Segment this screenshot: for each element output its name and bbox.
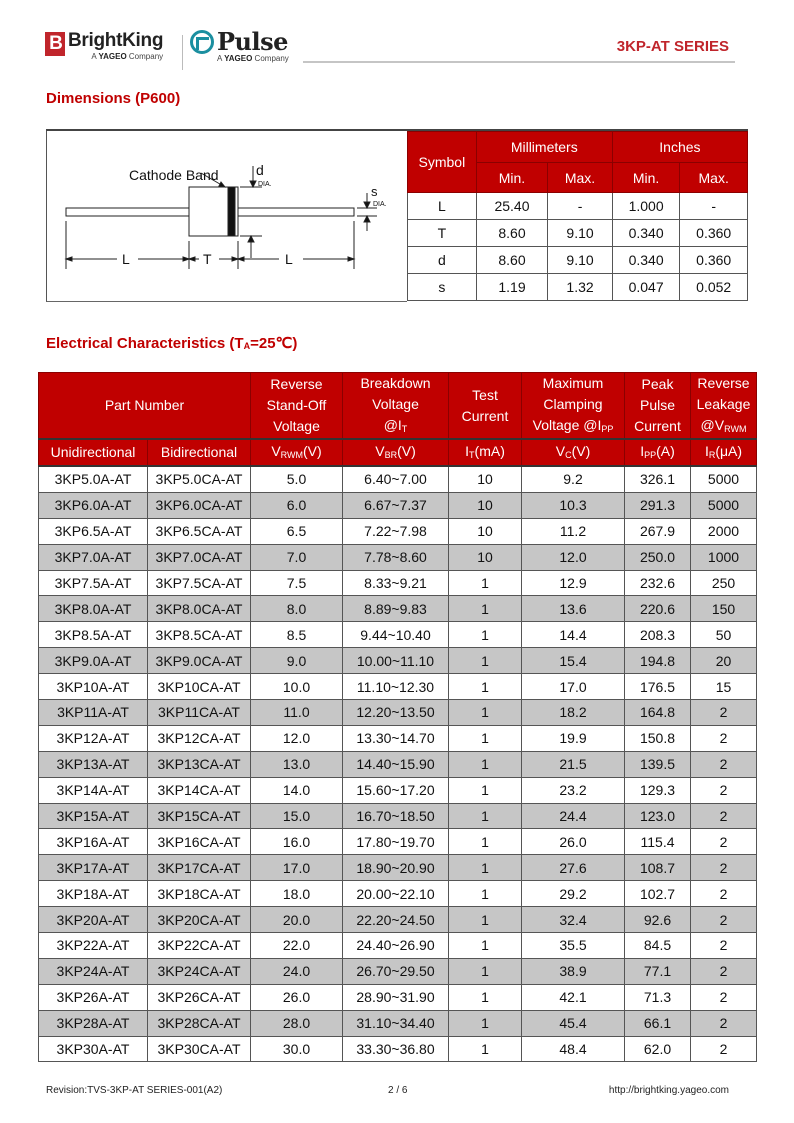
- cell-vrwm: 28.0: [251, 1010, 343, 1036]
- dim-cell-symbol: T: [408, 220, 477, 247]
- cell-bidirectional: 3KP9.0CA-AT: [148, 648, 251, 674]
- dim-cell-in-min: 1.000: [612, 193, 680, 220]
- cell-unidirectional: 3KP8.5A-AT: [39, 622, 148, 648]
- series-title: 3KP-AT SERIES: [616, 38, 729, 55]
- table-row: [39, 907, 757, 933]
- cell-ir: 150: [691, 596, 757, 622]
- cell-vbr: 13.30~14.70: [343, 725, 449, 751]
- cell-vrwm: 6.0: [251, 492, 343, 518]
- cell-bidirectional: 3KP16CA-AT: [148, 829, 251, 855]
- cell-unidirectional: 3KP5.0A-AT: [39, 466, 148, 492]
- vrwm-unit: $V_{RWM}(V)$: [251, 439, 343, 466]
- dim-cell-in-max: 0.360: [680, 247, 748, 274]
- cell-it: 10: [449, 518, 522, 544]
- cell-bidirectional: 3KP7.5CA-AT: [148, 570, 251, 596]
- cell-bidirectional: 3KP7.0CA-AT: [148, 544, 251, 570]
- cell-vbr: 7.22~7.98: [343, 518, 449, 544]
- d-label: d: [256, 162, 264, 178]
- pulse-name: Pulse: [217, 27, 288, 56]
- cell-unidirectional: 3KP8.0A-AT: [39, 596, 148, 622]
- cell-vc: 35.5: [522, 933, 625, 959]
- cell-vc: 11.2: [522, 518, 625, 544]
- cell-ir: 2: [691, 829, 757, 855]
- cell-ipp: 129.3: [625, 777, 691, 803]
- cell-vrwm: 12.0: [251, 725, 343, 751]
- cell-bidirectional: 3KP5.0CA-AT: [148, 466, 251, 492]
- table-row: [39, 1036, 757, 1062]
- cell-ipp: 115.4: [625, 829, 691, 855]
- pulse-tagline: A YAGEO Company: [217, 54, 289, 63]
- dimension-row: [408, 247, 748, 274]
- vc-unit: $V_C(V)$: [522, 439, 625, 466]
- cell-ipp: 267.9: [625, 518, 691, 544]
- cell-vc: 18.2: [522, 700, 625, 726]
- cell-bidirectional: 3KP22CA-AT: [148, 933, 251, 959]
- table-row: [39, 725, 757, 751]
- cell-ir: 2: [691, 1010, 757, 1036]
- electrical-title: Electrical Characteristics $(T_A=25℃)$: [46, 335, 298, 352]
- cell-ir: 50: [691, 622, 757, 648]
- dim-cell-mm-max: 1.32: [548, 274, 613, 301]
- it-header: Test Current: [449, 373, 522, 440]
- dim-cell-in-max: 0.360: [680, 220, 748, 247]
- cell-vbr: 10.00~11.10: [343, 648, 449, 674]
- cell-vbr: 17.80~19.70: [343, 829, 449, 855]
- cell-ipp: 176.5: [625, 674, 691, 700]
- cell-vrwm: 11.0: [251, 700, 343, 726]
- cell-ipp: 71.3: [625, 984, 691, 1010]
- cell-ir: 2: [691, 725, 757, 751]
- cell-vbr: 28.90~31.90: [343, 984, 449, 1010]
- page-header: [0, 0, 794, 70]
- cell-vc: 27.6: [522, 855, 625, 881]
- cell-it: 1: [449, 984, 522, 1010]
- cell-vrwm: 20.0: [251, 907, 343, 933]
- cell-unidirectional: 3KP7.5A-AT: [39, 570, 148, 596]
- cathode-band-label: Cathode Band: [129, 167, 219, 183]
- ir-header: Reverse Leakage $@V_{RWM}$: [691, 373, 757, 440]
- cell-ipp: 102.7: [625, 881, 691, 907]
- cell-vc: 17.0: [522, 674, 625, 700]
- in-min-header: Min.: [612, 163, 680, 193]
- dimension-row: [408, 274, 748, 301]
- cell-vc: 45.4: [522, 1010, 625, 1036]
- cell-ir: 2: [691, 751, 757, 777]
- cell-ipp: 220.6: [625, 596, 691, 622]
- table-row: [39, 751, 757, 777]
- cell-vrwm: 14.0: [251, 777, 343, 803]
- cell-it: 1: [449, 958, 522, 984]
- cell-ir: 2: [691, 933, 757, 959]
- cell-unidirectional: 3KP26A-AT: [39, 984, 148, 1010]
- cell-it: 1: [449, 622, 522, 648]
- cell-vbr: 16.70~18.50: [343, 803, 449, 829]
- pulse-logo-icon: [190, 30, 214, 54]
- table-row: [39, 933, 757, 959]
- cell-it: 1: [449, 700, 522, 726]
- cell-ir: 2: [691, 700, 757, 726]
- cell-vrwm: 5.0: [251, 466, 343, 492]
- unidirectional-header: Unidirectional: [39, 439, 148, 466]
- cell-bidirectional: 3KP15CA-AT: [148, 803, 251, 829]
- cell-ipp: 92.6: [625, 907, 691, 933]
- cell-vrwm: 9.0: [251, 648, 343, 674]
- cell-vbr: 7.78~8.60: [343, 544, 449, 570]
- cell-unidirectional: 3KP12A-AT: [39, 725, 148, 751]
- cell-vbr: 12.20~13.50: [343, 700, 449, 726]
- cell-bidirectional: 3KP8.5CA-AT: [148, 622, 251, 648]
- cell-vc: 32.4: [522, 907, 625, 933]
- cell-unidirectional: 3KP16A-AT: [39, 829, 148, 855]
- diode-outline-diagram: [47, 131, 408, 302]
- cell-it: 1: [449, 881, 522, 907]
- cell-vc: 29.2: [522, 881, 625, 907]
- dim-cell-mm-max: 9.10: [548, 220, 613, 247]
- cell-vrwm: 30.0: [251, 1036, 343, 1062]
- cell-vc: 48.4: [522, 1036, 625, 1062]
- cell-vc: 14.4: [522, 622, 625, 648]
- dim-cell-mm-max: 9.10: [548, 247, 613, 274]
- dimensions-title: Dimensions (P600): [46, 90, 181, 107]
- cell-vrwm: 7.5: [251, 570, 343, 596]
- T-label: T: [203, 251, 212, 267]
- cell-vbr: 22.20~24.50: [343, 907, 449, 933]
- vc-header: Maximum Clamping Voltage $@I_{PP}$: [522, 373, 625, 440]
- cell-unidirectional: 3KP17A-AT: [39, 855, 148, 881]
- table-row: [39, 829, 757, 855]
- package-drawing: [46, 131, 407, 302]
- dimensions-section: [46, 129, 748, 302]
- logo-divider: [182, 35, 183, 70]
- vbr-unit: $V_{BR}(V)$: [343, 439, 449, 466]
- cell-unidirectional: 3KP9.0A-AT: [39, 648, 148, 674]
- table-row: [39, 1010, 757, 1036]
- cell-it: 1: [449, 596, 522, 622]
- cell-unidirectional: 3KP18A-AT: [39, 881, 148, 907]
- cell-ipp: 84.5: [625, 933, 691, 959]
- cell-ipp: 150.8: [625, 725, 691, 751]
- dim-cell-in-max: -: [680, 193, 748, 220]
- dimension-row: [408, 220, 748, 247]
- cell-it: 1: [449, 674, 522, 700]
- cell-vrwm: 24.0: [251, 958, 343, 984]
- vbr-header: Breakdown Voltage $@I_T$: [343, 373, 449, 440]
- cell-vrwm: 10.0: [251, 674, 343, 700]
- cell-it: 1: [449, 803, 522, 829]
- brightking-logo: [45, 32, 163, 61]
- table-row: [39, 648, 757, 674]
- cell-vbr: 26.70~29.50: [343, 958, 449, 984]
- cell-vrwm: 8.0: [251, 596, 343, 622]
- brightking-name: BrightKing: [68, 30, 164, 51]
- cell-ipp: 77.1: [625, 958, 691, 984]
- table-row: [39, 596, 757, 622]
- cell-ir: 2: [691, 1036, 757, 1062]
- cell-ir: 2: [691, 958, 757, 984]
- table-row: [39, 674, 757, 700]
- cell-vbr: 24.40~26.90: [343, 933, 449, 959]
- cell-it: 10: [449, 492, 522, 518]
- table-row: [39, 700, 757, 726]
- cell-unidirectional: 3KP13A-AT: [39, 751, 148, 777]
- cell-vc: 12.9: [522, 570, 625, 596]
- cell-ipp: 291.3: [625, 492, 691, 518]
- cell-it: 1: [449, 570, 522, 596]
- cell-ipp: 208.3: [625, 622, 691, 648]
- cell-ipp: 139.5: [625, 751, 691, 777]
- cell-vc: 42.1: [522, 984, 625, 1010]
- cell-unidirectional: 3KP6.0A-AT: [39, 492, 148, 518]
- pulse-logo: [190, 27, 289, 63]
- cell-ir: 2: [691, 907, 757, 933]
- cell-vbr: 6.67~7.37: [343, 492, 449, 518]
- cell-vbr: 20.00~22.10: [343, 881, 449, 907]
- in-max-header: Max.: [680, 163, 748, 193]
- L-right-label: L: [285, 251, 293, 267]
- dim-cell-symbol: d: [408, 247, 477, 274]
- cell-ir: 2: [691, 984, 757, 1010]
- cell-vbr: 11.10~12.30: [343, 674, 449, 700]
- cell-ipp: 108.7: [625, 855, 691, 881]
- cell-it: 10: [449, 544, 522, 570]
- inches-header: Inches: [612, 132, 747, 163]
- bidirectional-header: Bidirectional: [148, 439, 251, 466]
- cell-ipp: 232.6: [625, 570, 691, 596]
- vrwm-header: Reverse Stand-Off Voltage: [251, 373, 343, 440]
- cell-vrwm: 15.0: [251, 803, 343, 829]
- table-row: [39, 958, 757, 984]
- dim-cell-symbol: L: [408, 193, 477, 220]
- cell-bidirectional: 3KP11CA-AT: [148, 700, 251, 726]
- cell-bidirectional: 3KP6.5CA-AT: [148, 518, 251, 544]
- cell-vc: 13.6: [522, 596, 625, 622]
- cell-vrwm: 8.5: [251, 622, 343, 648]
- cell-vbr: 8.33~9.21: [343, 570, 449, 596]
- cell-unidirectional: 3KP11A-AT: [39, 700, 148, 726]
- mm-max-header: Max.: [548, 163, 613, 193]
- cell-it: 1: [449, 777, 522, 803]
- d-dia-label: DIA.: [258, 181, 272, 188]
- cell-vrwm: 17.0: [251, 855, 343, 881]
- cell-vbr: 8.89~9.83: [343, 596, 449, 622]
- L-left-label: L: [122, 251, 130, 267]
- cell-unidirectional: 3KP7.0A-AT: [39, 544, 148, 570]
- cell-vrwm: 18.0: [251, 881, 343, 907]
- symbol-header: Symbol: [408, 132, 477, 193]
- cell-ir: 5000: [691, 466, 757, 492]
- cell-bidirectional: 3KP6.0CA-AT: [148, 492, 251, 518]
- it-unit: $I_T(mA)$: [449, 439, 522, 466]
- table-row: [39, 544, 757, 570]
- dim-cell-mm-min: 8.60: [476, 220, 548, 247]
- cell-ipp: 326.1: [625, 466, 691, 492]
- cell-it: 1: [449, 725, 522, 751]
- cell-ipp: 123.0: [625, 803, 691, 829]
- cell-bidirectional: 3KP28CA-AT: [148, 1010, 251, 1036]
- cell-ipp: 164.8: [625, 700, 691, 726]
- page-number: 2 / 6: [388, 1085, 408, 1096]
- cell-ir: 2: [691, 777, 757, 803]
- mm-min-header: Min.: [476, 163, 548, 193]
- cell-bidirectional: 3KP26CA-AT: [148, 984, 251, 1010]
- cell-vc: 19.9: [522, 725, 625, 751]
- dim-cell-mm-max: -: [548, 193, 613, 220]
- cell-vbr: 31.10~34.40: [343, 1010, 449, 1036]
- cell-it: 1: [449, 648, 522, 674]
- electrical-characteristics-table: [38, 372, 757, 1062]
- cell-bidirectional: 3KP30CA-AT: [148, 1036, 251, 1062]
- cell-vc: 21.5: [522, 751, 625, 777]
- cell-ipp: 250.0: [625, 544, 691, 570]
- cell-vbr: 33.30~36.80: [343, 1036, 449, 1062]
- brightking-tagline: A YAGEO Company: [91, 52, 164, 61]
- cell-vc: 26.0: [522, 829, 625, 855]
- cell-vrwm: 6.5: [251, 518, 343, 544]
- cell-ipp: 62.0: [625, 1036, 691, 1062]
- table-row: [39, 570, 757, 596]
- cell-ir: 2000: [691, 518, 757, 544]
- cell-bidirectional: 3KP13CA-AT: [148, 751, 251, 777]
- cell-vc: 10.3: [522, 492, 625, 518]
- dimensions-table: [407, 131, 748, 301]
- cell-ir: 15: [691, 674, 757, 700]
- cell-vc: 24.4: [522, 803, 625, 829]
- dim-cell-symbol: s: [408, 274, 477, 301]
- s-dia-label: DIA.: [373, 201, 387, 208]
- brightking-logo-icon: B: [45, 32, 65, 56]
- table-row: [39, 881, 757, 907]
- ir-unit: $I_R(\mu A)$: [691, 439, 757, 466]
- cell-ipp: 194.8: [625, 648, 691, 674]
- dim-cell-in-max: 0.052: [680, 274, 748, 301]
- website-link[interactable]: http://brightking.yageo.com: [608, 1085, 729, 1096]
- cell-it: 1: [449, 1036, 522, 1062]
- cell-ir: 2: [691, 881, 757, 907]
- cell-it: 1: [449, 933, 522, 959]
- cell-it: 1: [449, 829, 522, 855]
- dim-cell-mm-min: 25.40: [476, 193, 548, 220]
- cell-vbr: 18.90~20.90: [343, 855, 449, 881]
- cell-ir: 250: [691, 570, 757, 596]
- dim-cell-in-min: 0.340: [612, 220, 680, 247]
- cell-it: 1: [449, 751, 522, 777]
- dim-cell-mm-min: 1.19: [476, 274, 548, 301]
- cell-vc: 12.0: [522, 544, 625, 570]
- cell-ir: 20: [691, 648, 757, 674]
- cell-it: 10: [449, 466, 522, 492]
- dim-cell-mm-min: 8.60: [476, 247, 548, 274]
- cell-vbr: 6.40~7.00: [343, 466, 449, 492]
- dimension-row: [408, 193, 748, 220]
- cell-vrwm: 13.0: [251, 751, 343, 777]
- s-label: s: [371, 184, 378, 199]
- dim-cell-in-min: 0.047: [612, 274, 680, 301]
- table-row: [39, 622, 757, 648]
- cell-unidirectional: 3KP20A-AT: [39, 907, 148, 933]
- cell-it: 1: [449, 907, 522, 933]
- cell-bidirectional: 3KP14CA-AT: [148, 777, 251, 803]
- cell-bidirectional: 3KP20CA-AT: [148, 907, 251, 933]
- ipp-unit: $I_{PP}(A)$: [625, 439, 691, 466]
- cell-it: 1: [449, 855, 522, 881]
- cell-it: 1: [449, 1010, 522, 1036]
- cell-ipp: 66.1: [625, 1010, 691, 1036]
- table-row: [39, 984, 757, 1010]
- cell-vc: 38.9: [522, 958, 625, 984]
- cell-ir: 5000: [691, 492, 757, 518]
- table-row: [39, 466, 757, 492]
- cell-bidirectional: 3KP8.0CA-AT: [148, 596, 251, 622]
- cell-bidirectional: 3KP18CA-AT: [148, 881, 251, 907]
- part-number-header: Part Number: [39, 373, 251, 440]
- millimeters-header: Millimeters: [476, 132, 612, 163]
- cell-vc: 23.2: [522, 777, 625, 803]
- cell-vbr: 9.44~10.40: [343, 622, 449, 648]
- cell-unidirectional: 3KP6.5A-AT: [39, 518, 148, 544]
- header-rule: [303, 61, 735, 63]
- cell-bidirectional: 3KP12CA-AT: [148, 725, 251, 751]
- table-row: [39, 518, 757, 544]
- cell-vc: 9.2: [522, 466, 625, 492]
- cell-unidirectional: 3KP14A-AT: [39, 777, 148, 803]
- cell-unidirectional: 3KP10A-AT: [39, 674, 148, 700]
- cell-ir: 2: [691, 855, 757, 881]
- table-row: [39, 777, 757, 803]
- cell-unidirectional: 3KP28A-AT: [39, 1010, 148, 1036]
- table-row: [39, 855, 757, 881]
- dim-cell-in-min: 0.340: [612, 247, 680, 274]
- cell-vrwm: 7.0: [251, 544, 343, 570]
- cell-vc: 15.4: [522, 648, 625, 674]
- cell-vbr: 15.60~17.20: [343, 777, 449, 803]
- cell-unidirectional: 3KP24A-AT: [39, 958, 148, 984]
- cell-unidirectional: 3KP30A-AT: [39, 1036, 148, 1062]
- table-row: [39, 803, 757, 829]
- ipp-header: Peak Pulse Current: [625, 373, 691, 440]
- cell-bidirectional: 3KP10CA-AT: [148, 674, 251, 700]
- cell-vrwm: 22.0: [251, 933, 343, 959]
- cell-vrwm: 26.0: [251, 984, 343, 1010]
- table-row: [39, 492, 757, 518]
- cell-ir: 1000: [691, 544, 757, 570]
- cell-vbr: 14.40~15.90: [343, 751, 449, 777]
- cell-ir: 2: [691, 803, 757, 829]
- cell-unidirectional: 3KP15A-AT: [39, 803, 148, 829]
- cell-bidirectional: 3KP17CA-AT: [148, 855, 251, 881]
- revision-text: Revision:TVS-3KP-AT SERIES-001(A2): [46, 1085, 223, 1096]
- cell-vrwm: 16.0: [251, 829, 343, 855]
- cell-bidirectional: 3KP24CA-AT: [148, 958, 251, 984]
- cell-unidirectional: 3KP22A-AT: [39, 933, 148, 959]
